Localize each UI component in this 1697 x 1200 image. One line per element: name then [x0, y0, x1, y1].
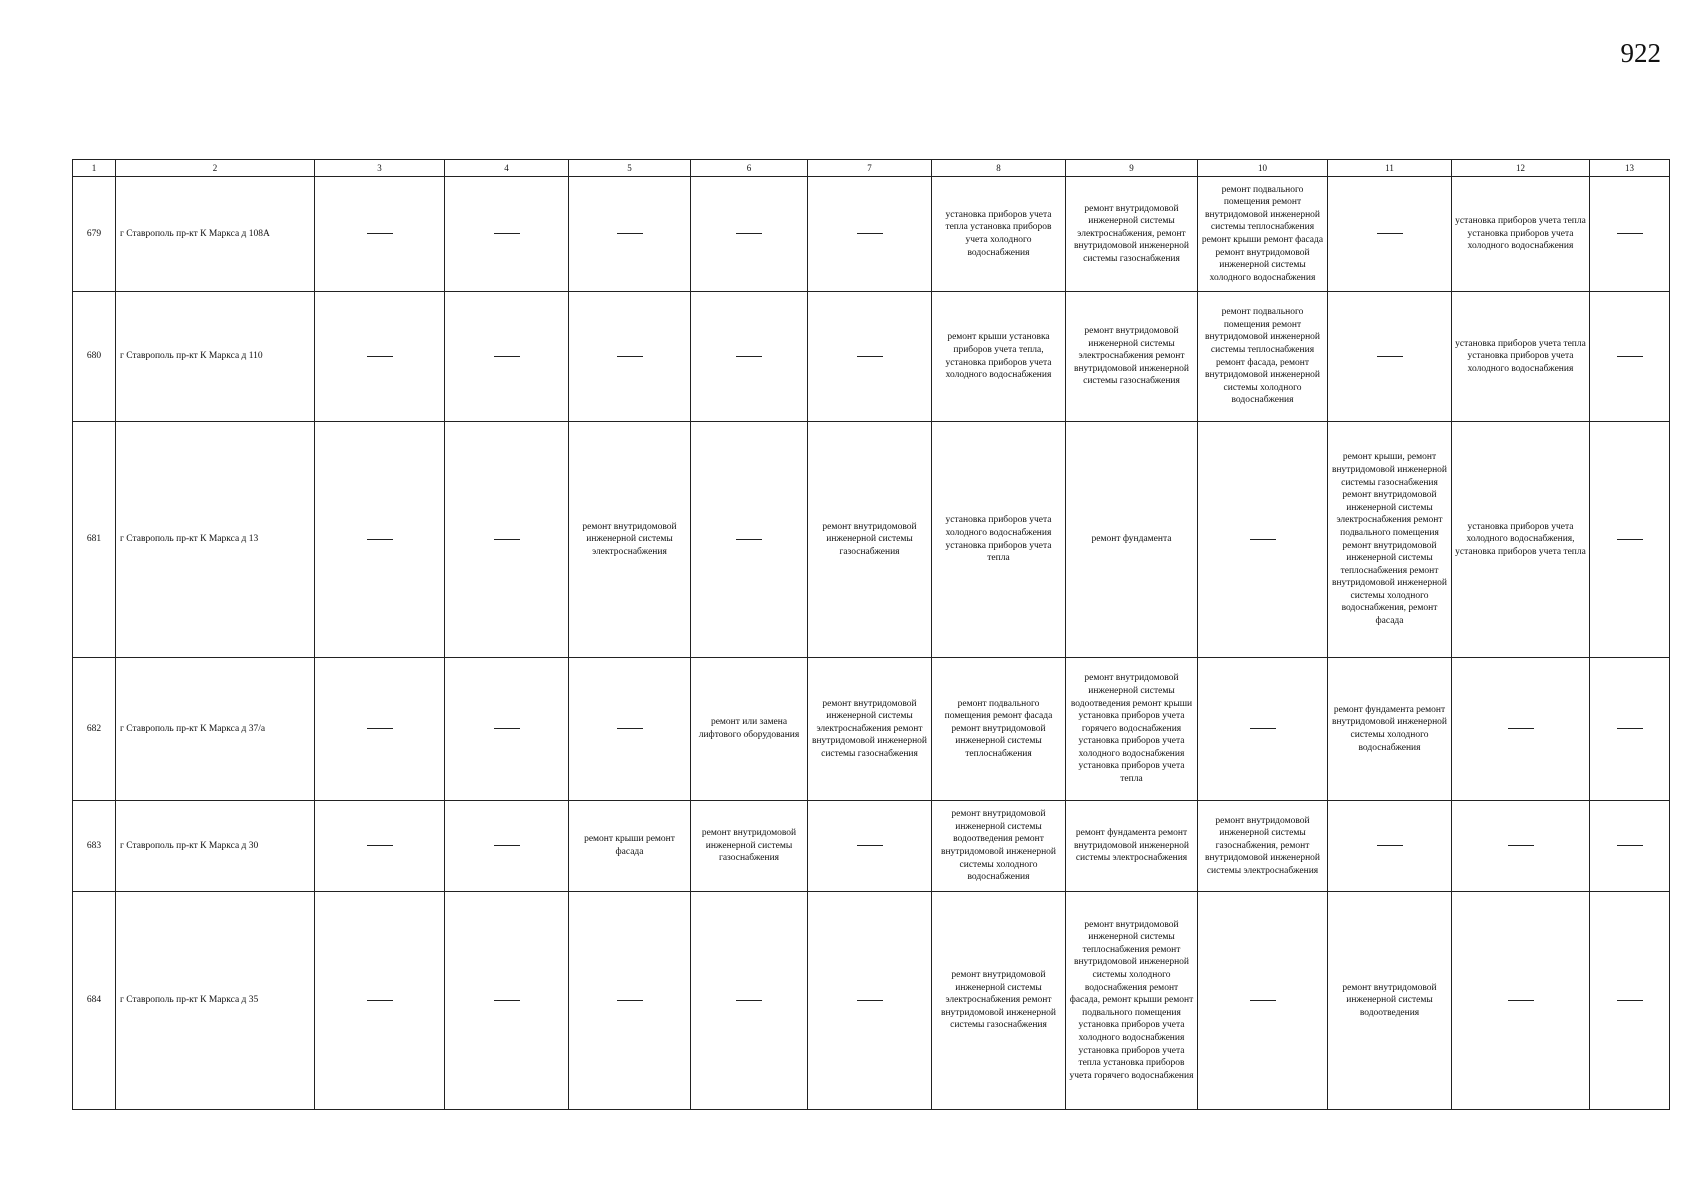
dash-mark [617, 233, 643, 234]
empty-cell [691, 422, 808, 658]
work-type-cell [932, 292, 1066, 422]
dash-mark [617, 728, 643, 729]
row-number: 683 [73, 801, 116, 892]
dash-mark [1377, 356, 1403, 357]
work-type-text: ремонт подвального помещения ремонт внутридомовой инженерной системы теплоснабжения ремонт фасада, ремонт внутридомовой инженерной системы холодного водоснабжения [1204, 307, 1320, 406]
work-type-cell [1066, 422, 1198, 658]
dash-mark [1617, 1000, 1643, 1001]
table-row [73, 422, 1670, 658]
empty-cell [569, 177, 691, 292]
work-type-text: ремонт крыши ремонт фасада [584, 834, 675, 857]
dash-mark [494, 1000, 520, 1001]
table-row [73, 801, 1670, 892]
work-type-text: установка приборов учета тепла установка приборов учета холодного водоснабжения [945, 209, 1052, 258]
work-type-cell [569, 422, 691, 658]
empty-cell [315, 658, 445, 801]
work-type-cell [808, 658, 932, 801]
empty-cell [1590, 292, 1670, 422]
dash-mark [857, 233, 883, 234]
work-type-text: ремонт внутридомовой инженерной системы электроснабжения ремонт внутридомовой инженерной системы газоснабжения [940, 970, 1056, 1031]
empty-cell [569, 292, 691, 422]
empty-cell [445, 892, 569, 1110]
empty-cell [1452, 801, 1590, 892]
work-type-cell [1198, 292, 1328, 422]
empty-cell [445, 177, 569, 292]
work-type-cell [1328, 892, 1452, 1110]
empty-cell [1590, 422, 1670, 658]
column-number: 7 [808, 160, 932, 177]
table-row [73, 892, 1670, 1110]
empty-cell [1328, 292, 1452, 422]
empty-cell [1452, 892, 1590, 1110]
work-type-text: ремонт фундамента ремонт внутридомовой инженерной системы электроснабжения [1073, 828, 1189, 864]
row-number: 684 [73, 892, 116, 1110]
work-type-text: ремонт внутридомовой инженерной системы газоснабжения [822, 521, 917, 557]
dash-mark [367, 845, 393, 846]
empty-cell [569, 892, 691, 1110]
work-type-cell [691, 801, 808, 892]
dash-mark [1377, 845, 1403, 846]
empty-cell [315, 422, 445, 658]
work-type-text: ремонт подвального помещения ремонт внутридомовой инженерной системы теплоснабжения ремонт крыши ремонт фасада ремонт внутридомовой инженерной системы холодного водоснабжения [1201, 184, 1324, 283]
row-number: 680 [73, 292, 116, 422]
column-number: 5 [569, 160, 691, 177]
address-cell: г Ставрополь пр-кт К Маркса д 30 [116, 801, 315, 892]
address-cell: г Ставрополь пр-кт К Маркса д 35 [116, 892, 315, 1110]
column-number: 10 [1198, 160, 1328, 177]
work-type-cell [932, 658, 1066, 801]
work-type-cell [808, 422, 932, 658]
empty-cell [1198, 422, 1328, 658]
table-row [73, 177, 1670, 292]
dash-mark [494, 539, 520, 540]
work-type-text: ремонт или замена лифтового оборудования [698, 717, 800, 740]
empty-cell [808, 177, 932, 292]
dash-mark [1508, 845, 1534, 846]
dash-mark [1617, 356, 1643, 357]
empty-cell [569, 658, 691, 801]
work-type-cell [569, 801, 691, 892]
work-type-cell [1198, 801, 1328, 892]
work-type-cell [1066, 177, 1198, 292]
work-type-cell [932, 422, 1066, 658]
dash-mark [617, 1000, 643, 1001]
work-type-text: ремонт фундамента [1091, 534, 1172, 545]
dash-mark [494, 728, 520, 729]
work-type-text: ремонт фундамента ремонт внутридомовой инженерной системы холодного водоснабжения [1331, 704, 1447, 753]
work-type-text: ремонт крыши, ремонт внутридомовой инженерной системы газоснабжения ремонт внутридомовой инженерной системы электроснабжения ремонт подвального помещения ремонт внутридомовой инженерной системы теплоснабжения ремонт внутридомовой инженерной системы холодного водоснабжения, ремонт фасада [1331, 452, 1447, 627]
work-type-text: ремонт внутридомовой инженерной системы газоснабжения [701, 828, 797, 864]
work-type-text: ремонт внутридомовой инженерной системы водоотведения ремонт внутридомовой инженерной системы холодного водоснабжения [940, 809, 1056, 883]
empty-cell [691, 177, 808, 292]
address-cell: г Ставрополь пр-кт К Маркса д 37/а [116, 658, 315, 801]
row-number: 679 [73, 177, 116, 292]
work-type-text: установка приборов учета тепла установка приборов учета холодного водоснабжения [1455, 338, 1586, 374]
work-type-text: ремонт внутридомовой инженерной системы теплоснабжения ремонт внутридомовой инженерной системы холодного водоснабжения ремонт фасада, ремонт крыши ремонт подвального помещения установка приборов учета холодного водоснабжения установка приборов учета тепла установка приборов учета горячего водоснабжения [1069, 919, 1194, 1081]
repair-registry-table [72, 159, 1670, 1110]
dash-mark [494, 845, 520, 846]
dash-mark [1250, 539, 1276, 540]
column-number: 4 [445, 160, 569, 177]
work-type-text: ремонт крыши установка приборов учета тепла, установка приборов учета холодного водоснабжения [945, 332, 1052, 381]
work-type-cell [691, 658, 808, 801]
column-number: 6 [691, 160, 808, 177]
dash-mark [736, 539, 762, 540]
empty-cell [1590, 177, 1670, 292]
empty-cell [1198, 658, 1328, 801]
work-type-cell [1452, 292, 1590, 422]
work-type-cell [1066, 658, 1198, 801]
work-type-cell [1452, 177, 1590, 292]
dash-mark [1250, 1000, 1276, 1001]
empty-cell [1590, 801, 1670, 892]
work-type-text: ремонт внутридомовой инженерной системы электроснабжения ремонт внутридомовой инженерной системы газоснабжения [811, 698, 927, 759]
work-type-cell [1328, 422, 1452, 658]
column-number: 9 [1066, 160, 1198, 177]
dash-mark [736, 233, 762, 234]
dash-mark [736, 1000, 762, 1001]
work-type-text: установка приборов учета тепла установка приборов учета холодного водоснабжения [1455, 216, 1586, 252]
empty-cell [1452, 658, 1590, 801]
column-number-row [73, 160, 1670, 177]
work-type-cell [932, 801, 1066, 892]
dash-mark [1617, 728, 1643, 729]
dash-mark [367, 728, 393, 729]
work-type-text: ремонт подвального помещения ремонт фасада ремонт внутридомовой инженерной системы теплоснабжения [944, 698, 1053, 759]
dash-mark [736, 356, 762, 357]
empty-cell [691, 292, 808, 422]
empty-cell [445, 292, 569, 422]
row-number: 682 [73, 658, 116, 801]
dash-mark [1250, 728, 1276, 729]
empty-cell [315, 177, 445, 292]
empty-cell [1328, 177, 1452, 292]
column-number: 12 [1452, 160, 1590, 177]
column-number: 2 [116, 160, 315, 177]
dash-mark [367, 233, 393, 234]
empty-cell [808, 892, 932, 1110]
empty-cell [315, 801, 445, 892]
work-type-cell [1328, 658, 1452, 801]
dash-mark [494, 356, 520, 357]
work-type-text: установка приборов учета холодного водоснабжения, установка приборов учета тепла [1455, 521, 1586, 557]
address-cell: г Ставрополь пр-кт К Маркса д 13 [116, 422, 315, 658]
work-type-cell [932, 892, 1066, 1110]
row-number: 681 [73, 422, 116, 658]
work-type-cell [1066, 292, 1198, 422]
work-type-text: установка приборов учета холодного водоснабжения установка приборов учета тепла [945, 515, 1052, 564]
empty-cell [1590, 892, 1670, 1110]
empty-cell [1590, 658, 1670, 801]
dash-mark [367, 539, 393, 540]
work-type-text: ремонт внутридомовой инженерной системы газоснабжения, ремонт внутридомовой инженерной системы электроснабжения [1204, 815, 1320, 876]
empty-cell [1198, 892, 1328, 1110]
column-number: 11 [1328, 160, 1452, 177]
dash-mark [1508, 728, 1534, 729]
page-number: 922 [1620, 38, 1661, 68]
empty-cell [315, 292, 445, 422]
column-number: 3 [315, 160, 445, 177]
dash-mark [1617, 845, 1643, 846]
column-number: 13 [1590, 160, 1670, 177]
address-cell: г Ставрополь пр-кт К Маркса д 108А [116, 177, 315, 292]
work-type-text: ремонт внутридомовой инженерной системы электроснабжения [582, 521, 677, 557]
work-type-text: ремонт внутридомовой инженерной системы водоотведения [1342, 982, 1437, 1018]
work-type-text: ремонт внутридомовой инженерной системы электроснабжения, ремонт внутридомовой инженерной системы газоснабжения [1073, 203, 1189, 264]
column-number: 8 [932, 160, 1066, 177]
dash-mark [857, 1000, 883, 1001]
work-type-cell [932, 177, 1066, 292]
table-row [73, 292, 1670, 422]
empty-cell [445, 658, 569, 801]
column-number: 1 [73, 160, 116, 177]
work-type-text: ремонт внутридомовой инженерной системы водоотведения ремонт крыши установка приборов учета горячего водоснабжения установка приборов учета холодного водоснабжения установка приборов учета тепла [1070, 673, 1193, 785]
dash-mark [1617, 233, 1643, 234]
dash-mark [367, 1000, 393, 1001]
dash-mark [494, 233, 520, 234]
work-type-text: ремонт внутридомовой инженерной системы электроснабжения ремонт внутридомовой инженерной системы газоснабжения [1073, 326, 1189, 387]
empty-cell [808, 801, 932, 892]
dash-mark [617, 356, 643, 357]
work-type-cell [1066, 801, 1198, 892]
address-cell: г Ставрополь пр-кт К Маркса д 110 [116, 292, 315, 422]
dash-mark [1377, 233, 1403, 234]
dash-mark [367, 356, 393, 357]
dash-mark [857, 356, 883, 357]
empty-cell [445, 422, 569, 658]
dash-mark [857, 845, 883, 846]
empty-cell [808, 292, 932, 422]
dash-mark [1617, 539, 1643, 540]
empty-cell [445, 801, 569, 892]
empty-cell [315, 892, 445, 1110]
empty-cell [691, 892, 808, 1110]
work-type-cell [1452, 422, 1590, 658]
table-row [73, 658, 1670, 801]
dash-mark [1508, 1000, 1534, 1001]
empty-cell [1328, 801, 1452, 892]
work-type-cell [1066, 892, 1198, 1110]
work-type-cell [1198, 177, 1328, 292]
